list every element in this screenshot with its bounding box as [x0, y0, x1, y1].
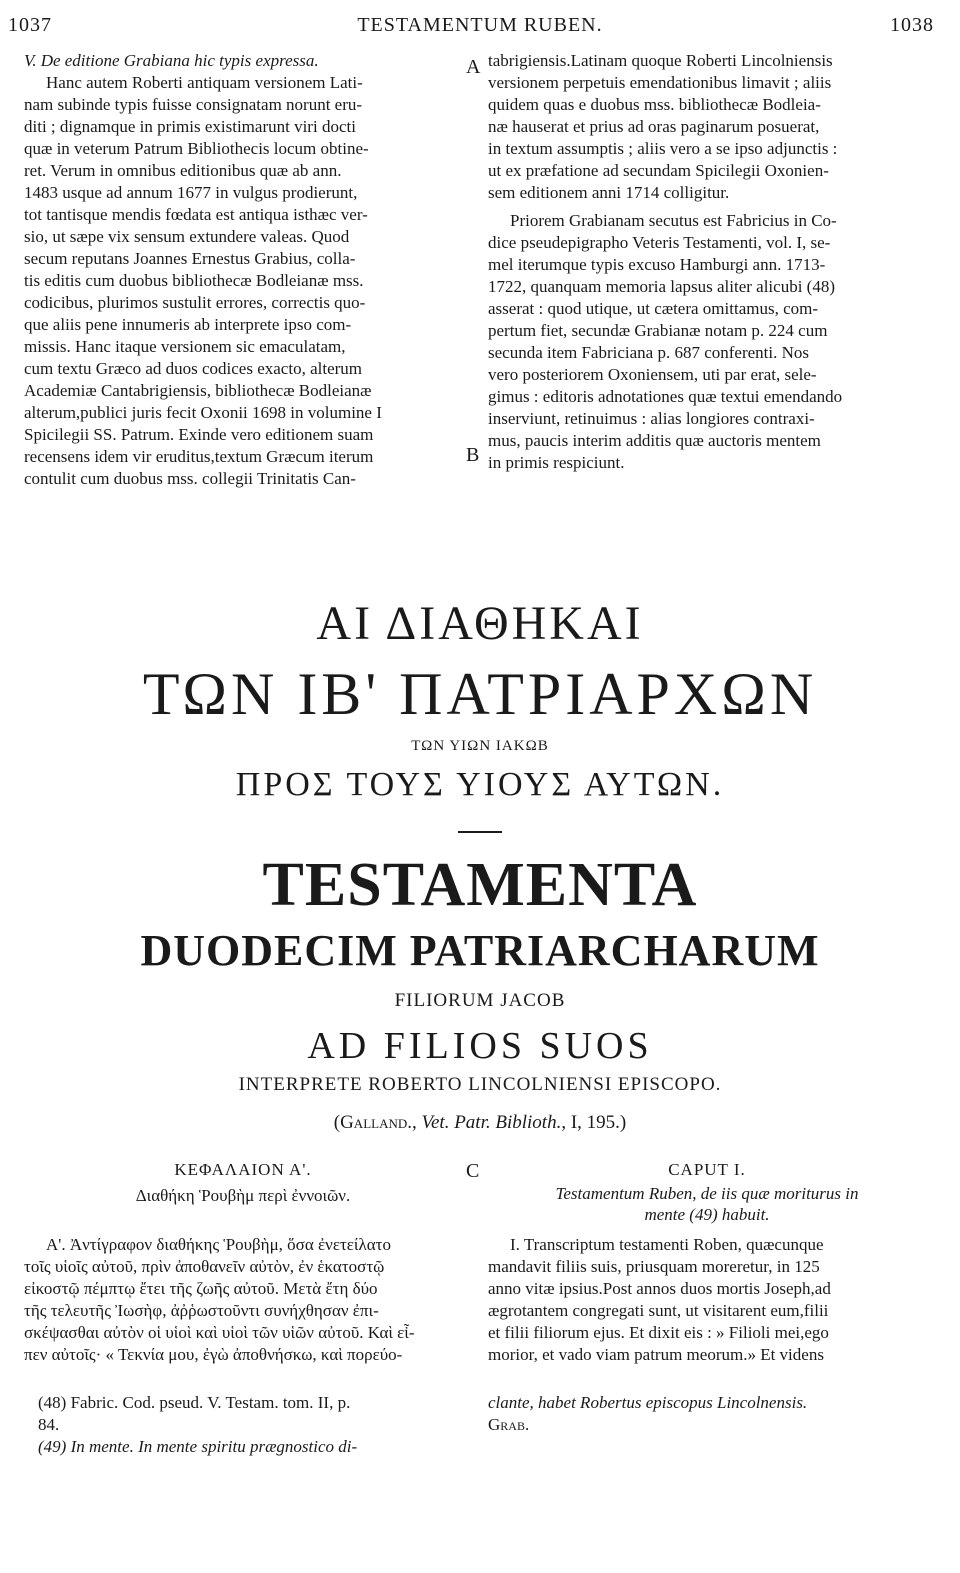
greek-chapter-heading: ΚΕΦΑΛΑΙΟΝ Α'. — [174, 1160, 312, 1179]
text-line: inserviunt, retinuimus : alias longiores contraxi- — [488, 409, 815, 428]
greek-title-line-3: ΤΩΝ ΥΙΩΝ ΙΑΚΩΒ — [411, 738, 549, 754]
text-line: ret. Verum in omnibus editionibus quæ ab ann. — [24, 161, 342, 180]
latin-title-line-1: TESTAMENTA — [262, 851, 698, 919]
text-line: Hanc autem Roberti antiquam versionem Lati- — [46, 73, 363, 92]
text-line: quæ in veterum Patrum Bibliothecis locum obtine- — [24, 139, 369, 158]
latin-title-line-2: DUODECIM PATRIARCHARUM — [140, 926, 820, 975]
greek-title-line-1: ΑΙ ΔΙΑΘΗΚΑΙ — [316, 597, 644, 650]
text-line: Academiæ Cantabrigiensis, bibliothecæ Bodleianæ — [24, 381, 372, 400]
text-line: anno vitæ ipsius.Post annos duos mortis Joseph,ad — [488, 1279, 831, 1298]
footnotes-right — [488, 1392, 928, 1436]
text-line: I. Transcriptum testamenti Roben, quæcunque — [510, 1235, 824, 1254]
text-line: τοῖς υἱοῖς αὐτοῦ, πρὶν ἀποθανεῖν αὐτὸν, ἐν ἑκατοστῷ — [24, 1257, 385, 1276]
text-line: ut ex præfatione ad secundam Spicilegii Oxonien- — [488, 161, 829, 180]
text-line: Priorem Grabianam secutus est Fabricius in Co- — [510, 211, 837, 230]
text-line: næ hauserat et prius ad oras paginarum posuerat, — [488, 117, 820, 136]
text-line: gimus : editoris adnotationes quæ textui emendando — [488, 387, 843, 406]
column-marker-c: C — [466, 1160, 480, 1182]
text-line: alterum,publici juris fecit Oxonii 1698 in volumine I — [24, 403, 382, 422]
section-heading: V. De editione Grabiana hic typis expressa. — [24, 51, 319, 70]
text-line: tis editis cum duobus bibliothecæ Bodleianæ mss. — [24, 271, 364, 290]
right-column-paragraph-2 — [488, 210, 926, 474]
text-line: σκέψασθαι αὐτὸν οἱ υἱοὶ καὶ υἱοὶ τῶν υἱῶν αὐτοῦ. Καὶ εἶ- — [24, 1323, 415, 1342]
text-line: quidem quas e duobus mss. bibliothecæ Bodleia- — [488, 95, 821, 114]
text-line: Α'. Ἀντίγραφον διαθήκης Ῥουβὴμ, ὅσα ἐνετείλατο — [46, 1235, 391, 1254]
text-line: morior, et vado viam patrum meorum.» Et videns — [488, 1345, 824, 1364]
title-divider — [458, 831, 502, 833]
text-line: diti ; dignamque in primis existimarunt viri docti — [24, 117, 356, 136]
text-line: sem editionem anni 1714 colligitur. — [488, 183, 730, 202]
footnote-48-line-1: (48) Fabric. Cod. pseud. V. Testam. tom. II, p. — [38, 1393, 351, 1412]
greek-body — [24, 1234, 464, 1366]
running-title: TESTAMENTUM RUBEN. — [357, 14, 603, 36]
page-number-right: 1038 — [890, 14, 934, 36]
right-column-paragraph-1 — [488, 50, 926, 204]
source-citation: (Galland., Vet. Patr. Biblioth., I, 195.) — [333, 1112, 627, 1133]
page-number-left: 1037 — [8, 14, 52, 36]
latin-title-line-4: AD FILIOS SUOS — [307, 1025, 653, 1067]
text-line: mel iterumque typis excuso Hamburgi ann. 1713- — [488, 255, 826, 274]
text-line: mus, paucis interim additis quæ auctoris mentem — [488, 431, 821, 450]
text-line: dice pseudepigrapho Veteris Testamenti, vol. I, se- — [488, 233, 831, 252]
text-line: Spicilegii SS. Patrum. Exinde vero editionem suam — [24, 425, 374, 444]
footnote-signature: Grab. — [488, 1415, 530, 1434]
right-column-intro — [488, 50, 926, 474]
footnote-49: (49) In mente. In mente spiritu prægnostico di- — [38, 1437, 358, 1456]
latin-chapter-subtitle-2: mente (49) habuit. — [644, 1205, 770, 1224]
text-line: secum reputans Joannes Ernestus Grabius, colla- — [24, 249, 356, 268]
text-line: asserat : quod utique, ut cætera omittamus, com- — [488, 299, 819, 318]
latin-chapter-heading: CAPUT I. — [668, 1160, 746, 1179]
latin-chapter-subtitle-1: Testamentum Ruben, de iis quæ moriturus in — [555, 1184, 859, 1203]
text-line: missis. Hanc itaque versionem sic emaculatam, — [24, 337, 346, 356]
text-line: recensens idem vir eruditus,textum Græcum iterum — [24, 447, 374, 466]
text-line: tot tantisque mendis fœdata est antiqua isthæc ver- — [24, 205, 368, 224]
citation-work: Vet. Patr. Biblioth. — [421, 1112, 562, 1133]
latin-body — [488, 1234, 928, 1366]
column-marker-b: B — [466, 444, 480, 466]
text-line: tabrigiensis.Latinam quoque Roberti Lincolniensis — [488, 51, 833, 70]
footnotes-left — [24, 1392, 464, 1458]
text-line: sio, ut sæpe vix sensum extundere valeas. Quod — [24, 227, 350, 246]
left-column-paragraph — [24, 72, 462, 490]
text-line: et filii filiorum ejus. Et dixit eis : » Filioli mei,ego — [488, 1323, 829, 1342]
greek-title-line-2: ΤΩΝ ΙΒ' ΠΑΤΡΙΑΡΧΩΝ — [142, 661, 818, 727]
text-line: 1722, quanquam memoria lapsus aliter alicubi (48) — [488, 277, 835, 296]
greek-chapter-subtitle: Διαθήκη Ῥουβὴμ περὶ ἐννοιῶν. — [135, 1186, 351, 1205]
text-line: secunda item Fabriciana p. 687 conferenti. Nos — [488, 343, 810, 362]
greek-title-line-4: ΠΡΟΣ ΤΟΥΣ ΥΙΟΥΣ ΑΥΤΩΝ. — [235, 766, 725, 803]
left-column-intro — [24, 50, 462, 490]
latin-title-line-3: FILIORUM JACOB — [394, 990, 566, 1011]
text-line: nam subinde typis fuisse consignatam norunt eru- — [24, 95, 363, 114]
footnote-continuation: clante, habet Robertus episcopus Lincolnensis. — [488, 1393, 808, 1412]
text-line: vero posteriorem Oxoniensem, uti par erat, sele- — [488, 365, 817, 384]
text-line: mandavit filiis suis, priusquam moreretur, in 125 — [488, 1257, 820, 1276]
text-line: εἰκοστῷ πέμπτῳ ἔτει τῆς ζωῆς αὐτοῦ. Μετὰ ἔτη δύο — [24, 1279, 378, 1298]
text-line: in primis respiciunt. — [488, 453, 625, 472]
footnote-48-line-2: 84. — [38, 1415, 60, 1434]
text-line: contulit cum duobus mss. collegii Trinitatis Can- — [24, 469, 356, 488]
column-marker-a: A — [466, 56, 481, 78]
text-line: ægrotantem congregati sunt, ut visitarent eum,filii — [488, 1301, 829, 1320]
latin-title-line-5: INTERPRETE ROBERTO LINCOLNIENSI EPISCOPO. — [238, 1074, 722, 1095]
text-line: 1483 usque ad annum 1677 in vulgus prodierunt, — [24, 183, 358, 202]
text-line: codicibus, plurimos sustulit errores, correctis quo- — [24, 293, 366, 312]
citation-author: Galland. — [340, 1112, 412, 1133]
text-line: que aliis pene innumeris ab interprete ipso com- — [24, 315, 352, 334]
text-line: pertum fiet, secundæ Grabianæ notam p. 224 cum — [488, 321, 828, 340]
text-line: cum textu Græco ad duos codices exacto, alterum — [24, 359, 362, 378]
text-line: τῆς τελευτῆς Ἰωσὴφ, ἀῤῥωστοῦντι συνήχθησαν ἐπι- — [24, 1301, 379, 1320]
text-line: in textum assumptis ; aliis vero a se ipso adjunctis : — [488, 139, 838, 158]
text-line: πεν αὐτοῖς· « Τεκνία μου, ἐγὼ ἀποθνήσκω, καὶ πορεύο- — [24, 1345, 403, 1364]
text-line: versionem perpetuis emendationibus limavit ; aliis — [488, 73, 832, 92]
